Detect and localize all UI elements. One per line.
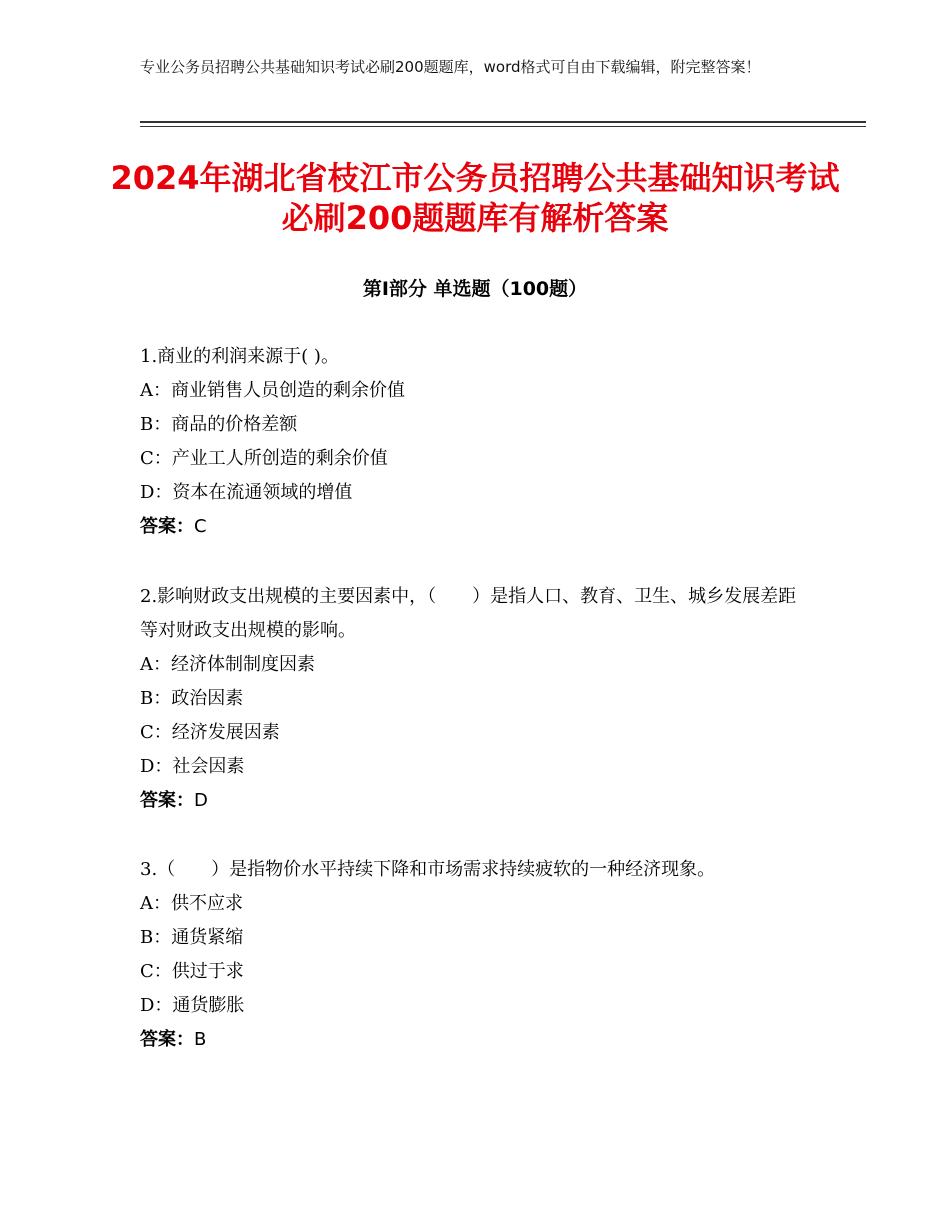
question-item bbox=[140, 340, 805, 544]
section-title: 第Ⅰ部分 单选题（100题） bbox=[362, 278, 588, 300]
option-d: D：通货膨胀 bbox=[140, 995, 245, 1016]
document-title: 2024年湖北省枝江市公务员招聘公共基础知识考试必刷200题题库有解析答案 bbox=[110, 159, 840, 237]
header-note: 专业公务员招聘公共基础知识考试必刷200题题库，word格式可自由下载编辑，附完整答案！ bbox=[140, 58, 761, 76]
answer-value: B bbox=[194, 1029, 207, 1050]
option-c: C：经济发展因素 bbox=[140, 722, 280, 743]
option-b: B：通货紧缩 bbox=[140, 927, 244, 948]
answer-line bbox=[140, 1023, 805, 1057]
answer-line bbox=[140, 784, 805, 818]
option-d: D：资本在流通领域的增值 bbox=[140, 482, 353, 503]
answer-line bbox=[140, 510, 805, 544]
question-stem: 2.影响财政支出规模的主要因素中，（ ）是指人口、教育、卫生、城乡发展差距等对财政支出规模的影响。 bbox=[140, 586, 797, 641]
option-d: D：社会因素 bbox=[140, 756, 245, 777]
option-a: A：商业销售人员创造的剩余价值 bbox=[140, 380, 405, 401]
question-stem: 3.（ ）是指物价水平持续下降和市场需求持续疲软的一种经济现象。 bbox=[140, 859, 716, 880]
question-stem: 1.商业的利润来源于( )。 bbox=[140, 346, 339, 367]
option-a: A：供不应求 bbox=[140, 893, 243, 914]
option-a: A：经济体制制度因素 bbox=[140, 654, 315, 675]
header-divider-thin bbox=[140, 126, 866, 127]
header-divider-thick bbox=[140, 121, 866, 123]
question-item bbox=[140, 580, 805, 818]
option-c: C：产业工人所创造的剩余价值 bbox=[140, 448, 388, 469]
answer-value: C bbox=[194, 516, 207, 537]
option-b: B：商品的价格差额 bbox=[140, 414, 298, 435]
option-c: C：供过于求 bbox=[140, 961, 244, 982]
answer-label: 答案： bbox=[140, 790, 194, 811]
question-item bbox=[140, 853, 805, 1057]
option-b: B：政治因素 bbox=[140, 688, 244, 709]
answer-label: 答案： bbox=[140, 516, 194, 537]
answer-label: 答案： bbox=[140, 1029, 194, 1050]
answer-value: D bbox=[194, 790, 208, 811]
